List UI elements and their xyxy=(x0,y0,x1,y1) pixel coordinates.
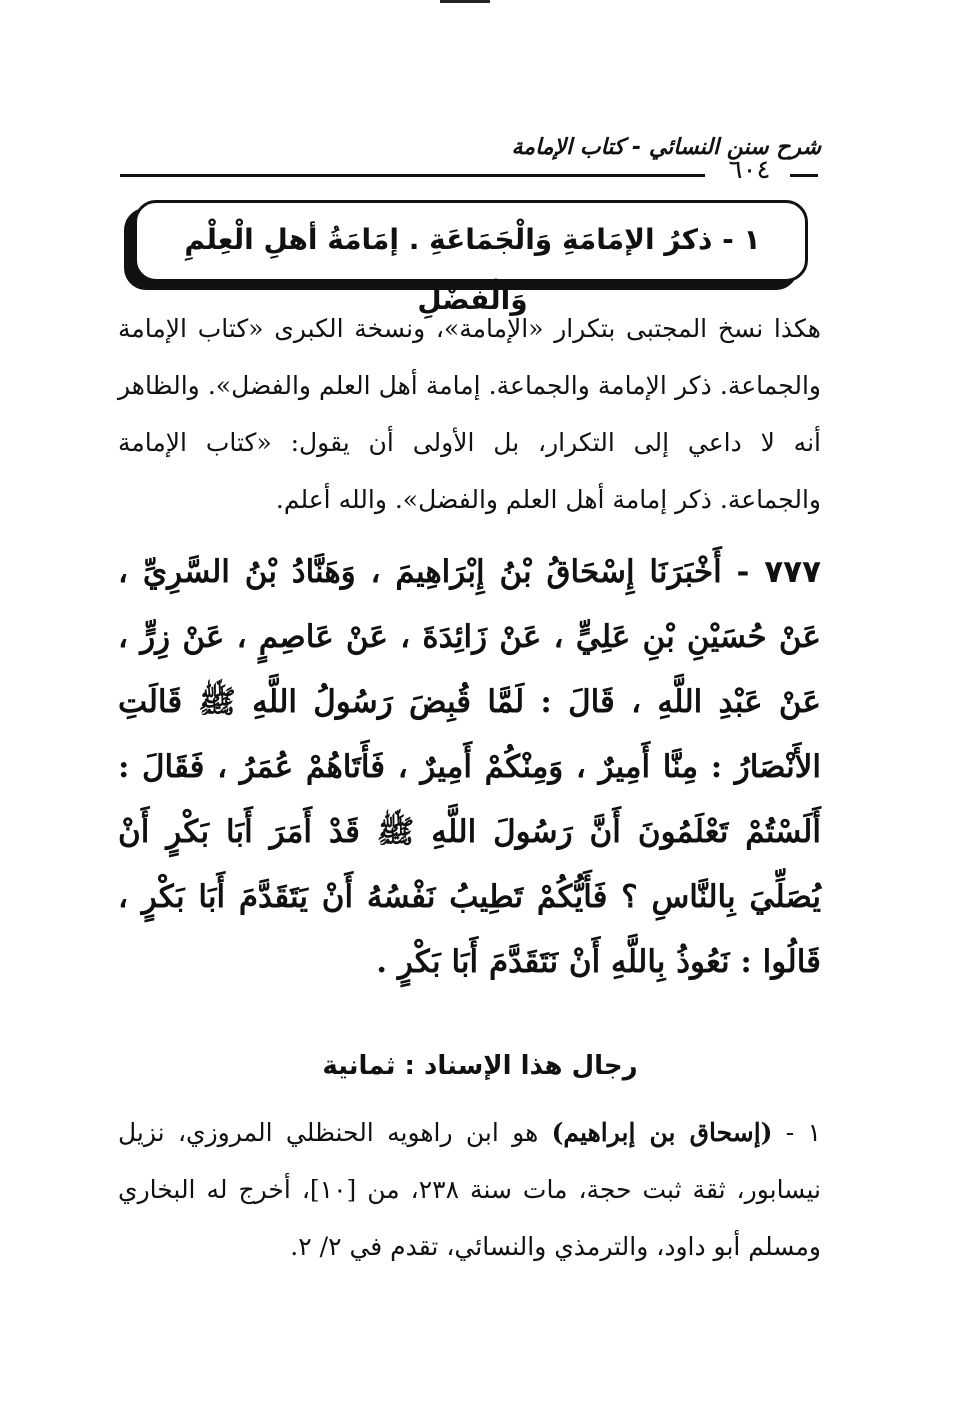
header-rule xyxy=(120,174,705,177)
top-edge-mark xyxy=(440,0,490,3)
narrator-number: ١ - xyxy=(772,1118,822,1147)
intro-paragraph: هكذا نسخ المجتبى بتكرار «الإمامة»، ونسخة الكبرى «كتاب الإمامة والجماعة. ذكر الإمامة والجماعة. إمامة أهل العلم والفضل». والظاهر أنه لا داعي إلى التكرار، بل الأولى أن يقول: «كتاب الإمامة والجماعة. ذكر إمامة أهل العلم والفضل». والله أعلم. xyxy=(118,314,821,514)
hadith-number: ٧٧٧ xyxy=(764,554,821,590)
section-heading: رجال هذا الإسناد : ثمانية xyxy=(322,1051,638,1081)
running-header: شرح سنن النسائي - كتاب الإمامة xyxy=(511,135,821,160)
page-number: ٦٠٤ xyxy=(728,155,771,185)
header-rule-short xyxy=(790,174,818,177)
hadith-paragraph: ٧٧٧ - أَخْبَرَنَا إِسْحَاقُ بْنُ إِبْرَاهِيمَ ، وَهَنَّادُ بْنُ السَّرِيِّ ، عَنْ حُسَيْنِ بْنِ عَلِيٍّ ، عَنْ زَائِدَةَ ، عَنْ عَاصِمٍ ، عَنْ زِرٍّ ، عَنْ عَبْدِ اللَّهِ ، قَالَ : لَمَّا قُبِضَ رَسُولُ اللَّهِ ﷺ قَالَتِ الأَنْصَارُ : مِنَّا أَمِيرٌ ، وَمِنْكُمْ أَمِيرٌ ، فَأَتَاهُمْ عُمَرُ ، فَقَالَ : أَلَسْتُمْ تَعْلَمُونَ أَنَّ رَسُولَ اللَّهِ ﷺ قَدْ أَمَرَ أَبَا بَكْرٍ أَنْ يُصَلِّيَ بِالنَّاسِ ؟ فَأَيُّكُمْ تَطِيبُ نَفْسُهُ أَنْ يَتَقَدَّمَ أَبَا بَكْرٍ ، قَالُوا : نَعُوذُ بِاللَّهِ أَنْ نَتَقَدَّمَ أَبَا بَكْرٍ . xyxy=(118,554,821,980)
narrator-entry xyxy=(118,1104,821,1275)
narrator-name: (إسحاق بن إبراهيم) xyxy=(551,1118,773,1147)
chapter-title: ١ - ذكرُ الإمَامَةِ وَالْجَمَاعَةِ . إمَامَةُ أهلِ الْعِلْمِ وَالْفَضْلِ xyxy=(184,223,761,316)
narrator-text: هو ابن راهويه الحنظلي المروزي، نزيل نيسابور، ثقة ثبت حجة، مات سنة ٢٣٨، من [١٠]، أخرج له البخاري ومسلم أبو داود، والترمذي والنسائي، تقدم في ٢/ ٢. xyxy=(118,1118,821,1261)
hadith-text: أَخْبَرَنَا إِسْحَاقُ بْنُ إِبْرَاهِيمَ ، وَهَنَّادُ بْنُ السَّرِيِّ ، عَنْ حُسَيْنِ بْنِ عَلِيٍّ ، عَنْ زَائِدَةَ ، عَنْ عَاصِمٍ ، عَنْ زِرٍّ ، عَنْ عَبْدِ اللَّهِ ، قَالَ : لَمَّا قُبِضَ رَسُولُ اللَّهِ ﷺ قَالَتِ الأَنْصَارُ : مِنَّا أَمِيرٌ ، وَمِنْكُمْ أَمِيرٌ ، فَأَتَاهُمْ عُمَرُ ، فَقَالَ : أَلَسْتُمْ تَعْلَمُونَ أَنَّ رَسُولَ اللَّهِ ﷺ قَدْ أَمَرَ أَبَا بَكْرٍ أَنْ يُصَلِّيَ بِالنَّاسِ ؟ فَأَيُّكُمْ تَطِيبُ نَفْسُهُ أَنْ يَتَقَدَّمَ أَبَا بَكْرٍ ، قَالُوا : نَعُوذُ بِاللَّهِ أَنْ نَتَقَدَّمَ أَبَا بَكْرٍ . xyxy=(118,554,821,980)
